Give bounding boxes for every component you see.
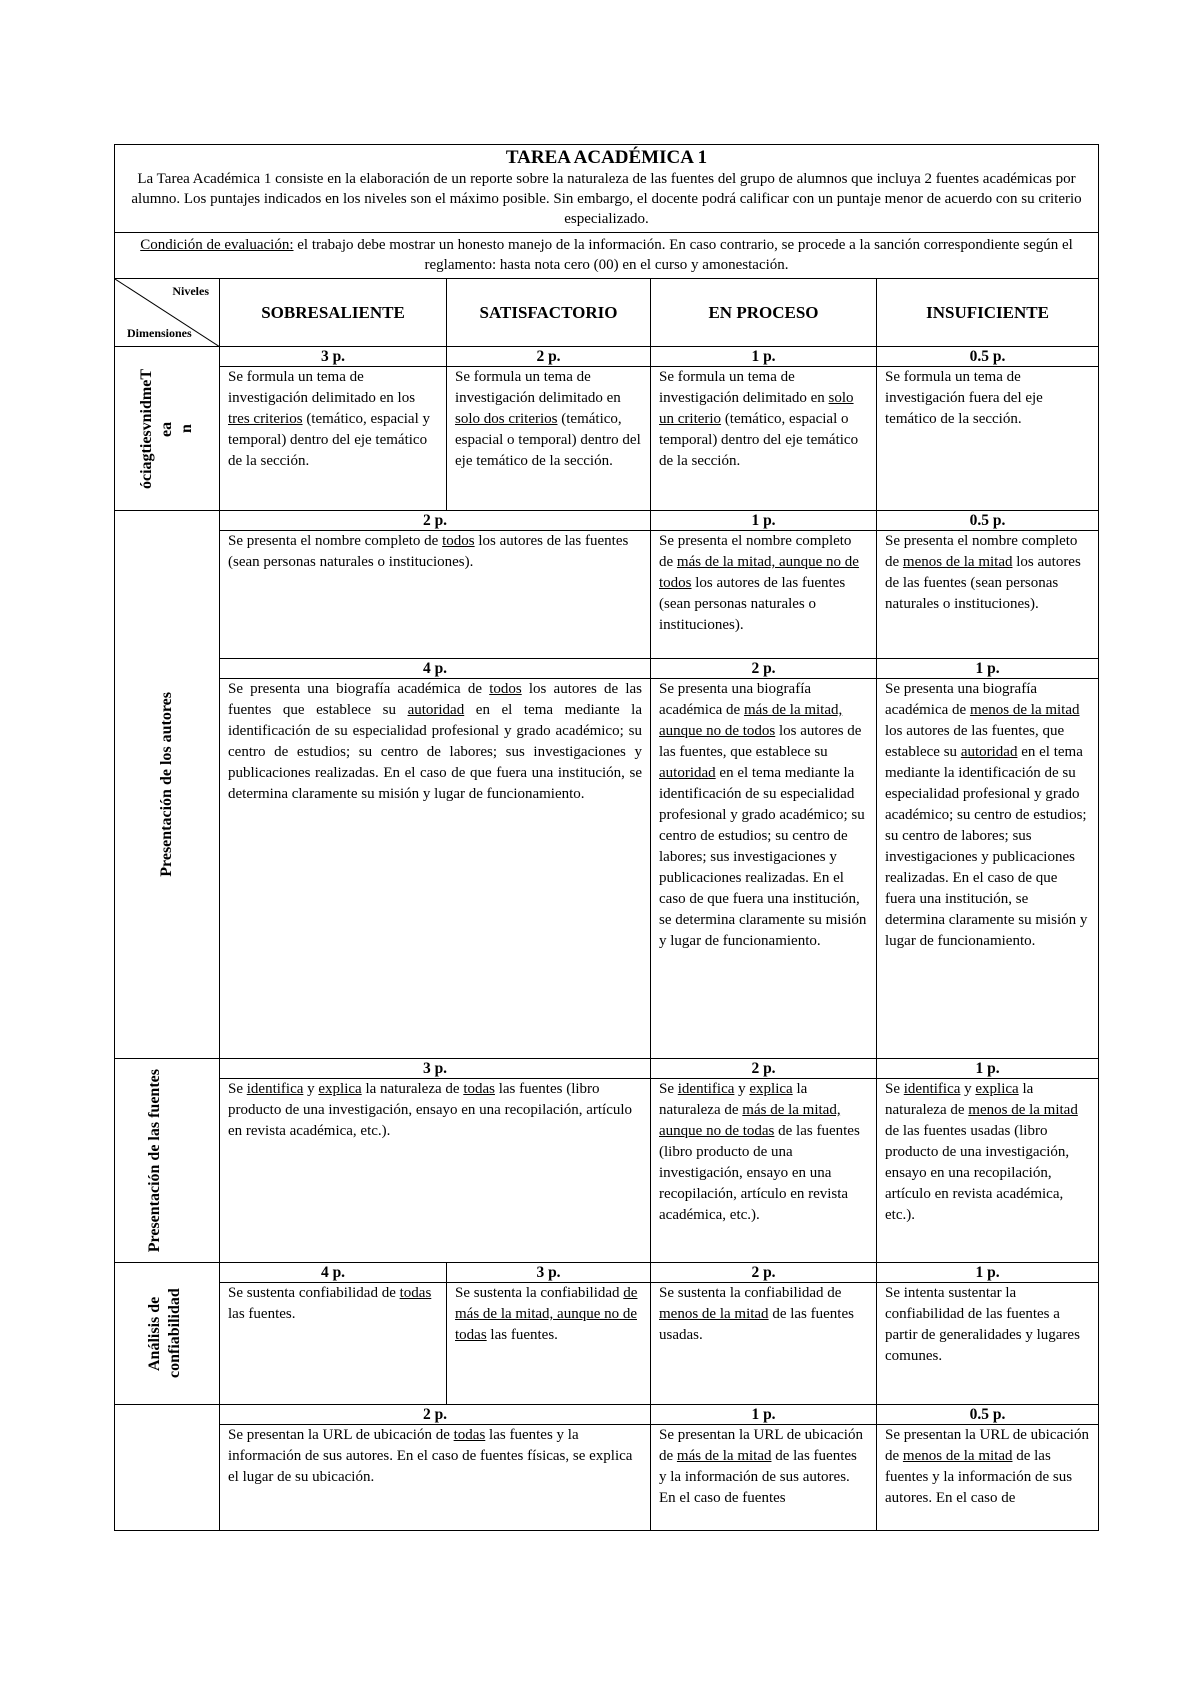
score-cell: 3 p.: [447, 1263, 651, 1283]
tema-insuficiente: Se formula un tema de investigación fuera del eje temático de la sección.: [877, 367, 1099, 511]
tema-text-row: [115, 367, 1099, 511]
dimension-confiabilidad-label: Análisis de confiabilidad: [146, 1288, 183, 1379]
dimension-tema-label: óciagtiesvnidmeT ea n: [138, 368, 195, 489]
ubicacion-insuficiente: Se presentan la URL de ubicación de menos de la mitad de las fuentes y la información de sus autores. En el caso de: [877, 1425, 1099, 1531]
dimension-tema: [115, 347, 220, 511]
confiabilidad-text-row: [115, 1283, 1099, 1405]
tema-sobresaliente: Se formula un tema de investigación delimitado en los tres criterios (temático, espacial y temporal) dentro del eje temático de la sección.: [220, 367, 447, 511]
header-row: [115, 145, 1099, 233]
autores-bio-score-row: [115, 659, 1099, 679]
tema-score-row: [115, 347, 1099, 367]
level-header-en-proceso: EN PROCESO: [651, 279, 877, 347]
condition-text: el trabajo debe mostrar un honesto manejo de la información. En caso contrario, se procede a la sanción correspondiente según el reglamento: hasta nota cero (00) en el curso y amonestación.: [293, 237, 1073, 273]
confiabilidad-score-row: [115, 1263, 1099, 1283]
autores-bio-text-row: [115, 679, 1099, 1059]
dimension-confiabilidad: [115, 1263, 220, 1405]
fuentes-alto: Se identifica y explica la naturaleza de todas las fuentes (libro producto de una investigación, ensayo en una recopilación, artículo en revista académica, etc.).: [220, 1079, 651, 1263]
confiabilidad-sobresaliente: Se sustenta confiabilidad de todas las fuentes.: [220, 1283, 447, 1405]
ubicacion-score-row: [115, 1405, 1099, 1425]
score-cell: 0.5 p.: [877, 347, 1099, 367]
confiabilidad-satisfactorio: Se sustenta la confiabilidad de más de la mitad, aunque no de todas las fuentes.: [447, 1283, 651, 1405]
fuentes-score-row: [115, 1059, 1099, 1079]
ubicacion-alto: Se presentan la URL de ubicación de todas las fuentes y la información de sus autores. En el caso de fuentes físicas, se explica el lugar de su ubicación.: [220, 1425, 651, 1531]
score-cell: 1 p.: [877, 1059, 1099, 1079]
level-header-sobresaliente: SOBRESALIENTE: [220, 279, 447, 347]
score-cell: 1 p.: [651, 1405, 877, 1425]
autores-bio-alto: Se presenta una biografía académica de todos los autores de las fuentes que establece su autoridad en el tema mediante la identificación de su especialidad profesional y grado académico; su centro de estudios; su centro de labores; sus investigaciones y publicaciones realizadas. En el caso de que fuera una institución, se determina claramente su misión y lugar de funcionamiento.: [220, 679, 651, 1059]
score-cell: 2 p.: [651, 1059, 877, 1079]
autores-bio-proceso: Se presenta una biografía académica de más de la mitad, aunque no de todos los autores de las fuentes, que establece su autoridad en el tema mediante la identificación de su especialidad profesional y grado académico; su centro de estudios; su centro de labores; sus investigaciones y publicaciones realizadas. En el caso de que fuera una institución, se determina claramente su misión y lugar de funcionamiento.: [651, 679, 877, 1059]
ubicacion-proceso: Se presentan la URL de ubicación de más de la mitad de las fuentes y la información de sus autores. En el caso de fuentes: [651, 1425, 877, 1531]
autores-nombre-insuficiente: Se presenta el nombre completo de menos de la mitad los autores de las fuentes (sean personas naturales o instituciones).: [877, 531, 1099, 659]
condition-row: [115, 233, 1099, 279]
header-cell: [115, 145, 1099, 233]
intro-paragraph: La Tarea Académica 1 consiste en la elaboración de un reporte sobre la naturaleza de las fuentes del grupo de alumnos que incluya 2 fuentes académicas por alumno. Los puntajes indicados en los niveles son el máximo posible. Sin embargo, el docente podrá calificar con un puntaje menor de acuerdo con su criterio especializado.: [131, 171, 1082, 227]
score-cell: 1 p.: [651, 511, 877, 531]
page-title: TAREA ACADÉMICA 1: [505, 147, 708, 168]
level-header-insuficiente: INSUFICIENTE: [877, 279, 1099, 347]
score-cell: 2 p.: [651, 1263, 877, 1283]
confiabilidad-proceso: Se sustenta la confiabilidad de menos de la mitad de las fuentes usadas.: [651, 1283, 877, 1405]
autores-nombre-text-row: [115, 531, 1099, 659]
ubicacion-text-row: [115, 1425, 1099, 1531]
levels-header-row: [115, 279, 1099, 347]
fuentes-text-row: [115, 1079, 1099, 1263]
corner-dimensions-label: Dimensiones: [127, 326, 192, 340]
score-cell: 3 p.: [220, 1059, 651, 1079]
score-cell: 2 p.: [220, 1405, 651, 1425]
dimension-fuentes-label: Presentación de las fuentes: [146, 1068, 163, 1253]
score-cell: 0.5 p.: [877, 1405, 1099, 1425]
score-cell: 2 p.: [651, 659, 877, 679]
score-cell: 0.5 p.: [877, 511, 1099, 531]
condition-label: Condición de evaluación:: [140, 237, 294, 253]
rubric-table: [114, 144, 1099, 1531]
autores-nombre-proceso: Se presenta el nombre completo de más de la mitad, aunque no de todos los autores de las fuentes (sean personas naturales o instituciones).: [651, 531, 877, 659]
condition-cell: [115, 233, 1099, 279]
score-cell: 4 p.: [220, 659, 651, 679]
score-cell: 2 p.: [220, 511, 651, 531]
score-cell: 3 p.: [220, 347, 447, 367]
score-cell: 1 p.: [651, 347, 877, 367]
score-cell: 4 p.: [220, 1263, 447, 1283]
autores-nombre-alto: Se presenta el nombre completo de todos los autores de las fuentes (sean personas naturales o instituciones).: [220, 531, 651, 659]
fuentes-insuficiente: Se identifica y explica la naturaleza de menos de la mitad de las fuentes usadas (libro producto de una investigación, ensayo en una recopilación, artículo en revista académica, etc.).: [877, 1079, 1099, 1263]
confiabilidad-insuficiente: Se intenta sustentar la confiabilidad de las fuentes a partir de generalidades y lugares comunes.: [877, 1283, 1099, 1405]
autores-bio-insuficiente: Se presenta una biografía académica de menos de la mitad los autores de las fuentes, que establece su autoridad en el tema mediante la identificación de su especialidad profesional y grado académico; su centro de estudios; su centro de labores; sus investigaciones y publicaciones realizadas. En el caso de que fuera una institución, se determina claramente su misión y lugar de funcionamiento.: [877, 679, 1099, 1059]
fuentes-proceso: Se identifica y explica la naturaleza de más de la mitad, aunque no de todas de las fuentes (libro producto de una investigación, ensayo en una recopilación, artículo en revista académica, etc.).: [651, 1079, 877, 1263]
corner-cell: [115, 279, 220, 347]
score-cell: 1 p.: [877, 659, 1099, 679]
level-header-satisfactorio: SATISFACTORIO: [447, 279, 651, 347]
dimension-ubicacion: [115, 1405, 220, 1531]
score-cell: 2 p.: [447, 347, 651, 367]
corner-levels-label: Niveles: [172, 284, 209, 298]
tema-satisfactorio: Se formula un tema de investigación delimitado en solo dos criterios (temático, espacial o temporal) dentro del eje temático de la sección.: [447, 367, 651, 511]
dimension-fuentes: [115, 1059, 220, 1263]
autores-nombre-score-row: [115, 511, 1099, 531]
dimension-autores: [115, 511, 220, 1059]
tema-proceso: Se formula un tema de investigación delimitado en solo un criterio (temático, espacial o temporal) dentro del eje temático de la sección.: [651, 367, 877, 511]
score-cell: 1 p.: [877, 1263, 1099, 1283]
dimension-autores-label: Presentación de los autores: [158, 692, 175, 877]
